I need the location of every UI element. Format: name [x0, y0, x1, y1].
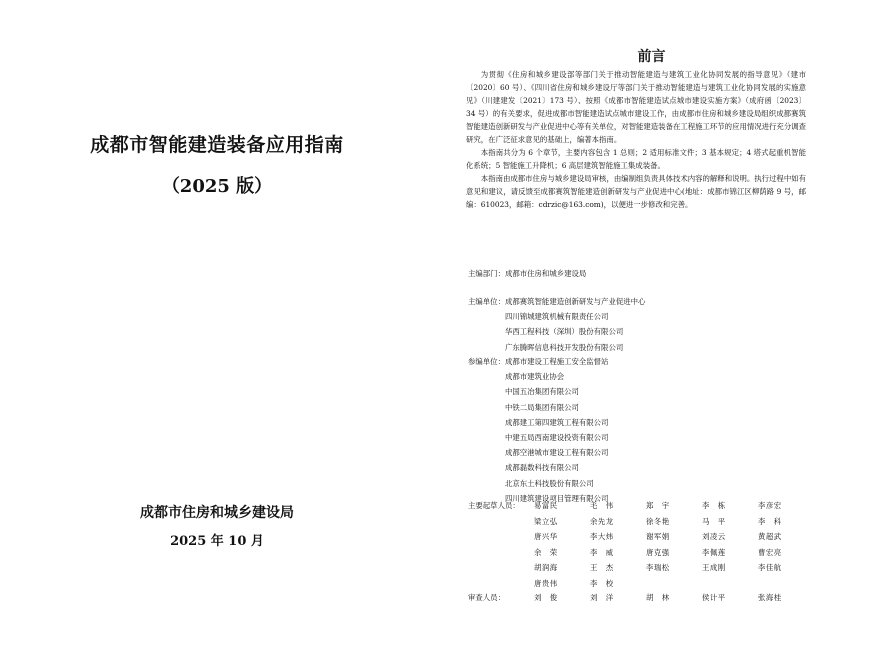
person-name: 黄超武 [758, 532, 782, 542]
chief-unit-item: 华西工程科技（深圳）股份有限公司 [504, 327, 624, 337]
person-name: 李 校 [590, 578, 614, 588]
participant-unit-item: 成都市建设工程施工安全监督站 [504, 357, 609, 366]
reviewers-grid [534, 592, 808, 603]
cover-publisher: 成都市住房和城乡建设局 [140, 505, 294, 521]
participant-unit-item: 北京东土科技股份有限公司 [504, 478, 594, 488]
participant-units-label: 参编单位： [468, 357, 505, 366]
person-name: 谢军娟 [646, 532, 670, 542]
drafters-block [468, 498, 838, 592]
cover-edition: （2025 版） [161, 176, 273, 197]
participant-unit-item: 中建五局西南建设投资有限公司 [504, 433, 609, 443]
chief-unit-item: 四川锦城建筑机械有限责任公司 [504, 312, 609, 322]
person-name: 王成刚 [702, 563, 726, 573]
editor-dept [468, 266, 828, 281]
participant-unit-item: 成都空港城市建设工程有限公司 [504, 448, 609, 458]
person-name: 郑 宇 [646, 501, 670, 510]
person-name: 李 威 [590, 547, 614, 557]
person-name: 唐克强 [646, 547, 670, 557]
cover-date: 2025 年 10 月 [170, 534, 264, 549]
person-name: 毛 伟 [590, 501, 614, 510]
person-name: 张海桂 [758, 593, 782, 602]
participant-unit-item: 成都磊数科技有限公司 [504, 463, 579, 473]
person-name: 李瑞松 [646, 563, 670, 573]
person-name: 徐冬艳 [646, 516, 670, 526]
person-name: 余先龙 [590, 516, 614, 526]
preface-paragraph: 本指南由成都市住房与城乡建设局审核，由编制组负责具体技术内容的解释和说明。执行过程中如有意见和建议，请反馈至成都赛筑智能建造创新研发与产业促进中心(地址：成都市锦江区柳荫路 9 号，邮编：610023，邮箱：cdrzic@163.com)，以便进一步修改和完善。 [466, 174, 806, 209]
preface-paragraph: 为贯彻《住房和城乡建设部等部门关于推动智能建造与建筑工业化协同发展的指导意见》（建市〔2020〕60 号）、《四川省住房和城乡建设厅等部门关于推动智能建造与建筑工业化协同发展的实施意见》（川建建发〔2021〕173 号）、按照《成都市智能建造试点城市建设实施方案》（成府函〔2023〕34 号）的有关要求，促进成都市智能建造试点城市建设工作，由成都市住房和城乡建设局组织成都赛筑智能建造创新研发与产业促进中心等有关单位，对智能建造装备在工程施工环节的应用情况进行充分调查研究，在广泛征求意见的基础上，编著本指南。 [466, 70, 806, 144]
person-name: 易富民 [534, 501, 558, 510]
person-name: 李佩莲 [702, 547, 726, 557]
person-name: 李 栋 [702, 501, 726, 510]
drafters-grid [534, 498, 808, 592]
person-name: 刘 俊 [534, 593, 558, 602]
person-name: 李 科 [758, 516, 782, 526]
person-name: 马 平 [702, 516, 726, 526]
preface-paragraph: 本指南共分为 6 个章节，主要内容包含 1 总则；2 适用标准文件；3 基本规定；4 塔式起重机智能化系统；5 智能施工升降机；6 高层建筑智能施工集成装备。 [466, 148, 806, 170]
participant-unit-item: 成都建工第四建筑工程有限公司 [504, 417, 609, 427]
person-name: 李彦宏 [758, 501, 782, 510]
person-name: 刘 洋 [590, 593, 614, 602]
participant-unit-item: 成都市建筑业协会 [504, 372, 565, 382]
person-name: 余 荣 [534, 547, 558, 557]
chief-units [468, 294, 828, 355]
chief-unit-item: 广东腾晖信息科技开发股份有限公司 [504, 342, 624, 352]
person-name: 胡润海 [534, 563, 558, 573]
person-name: 胡 林 [646, 593, 670, 602]
cover-page [0, 0, 434, 651]
participant-unit-item: 四川建筑建设项目管理有限公司 [504, 493, 609, 503]
reviewers-label: 审查人员： [468, 593, 505, 602]
person-name: 梁立弘 [534, 516, 558, 526]
preface-page [434, 0, 869, 651]
person-name: 唐贵伟 [534, 578, 558, 588]
person-name: 刘凌云 [702, 532, 726, 542]
person-name: 侯计平 [702, 593, 726, 602]
drafters-label: 主要起草人员： [468, 501, 520, 510]
reviewers-block [468, 592, 808, 603]
participant-unit-item: 中国五冶集团有限公司 [504, 387, 579, 397]
person-name: 唐兴华 [534, 532, 558, 542]
preface-body [466, 68, 806, 211]
chief-unit-item: 成都赛筑智能建造创新研发与产业促进中心 [504, 297, 646, 306]
chief-units-label: 主编单位： [468, 297, 505, 306]
person-name: 曹宏亮 [758, 547, 782, 557]
person-name: 李佳航 [758, 563, 782, 573]
editor-dept-label: 主编部门： [468, 269, 505, 278]
participant-unit-item: 中铁二局集团有限公司 [504, 402, 579, 412]
preface-title: 前言 [637, 49, 666, 65]
person-name: 王 杰 [590, 563, 614, 573]
editor-dept-value: 成都市住房和城乡建设局 [504, 269, 587, 278]
person-name: 李大炜 [590, 532, 614, 542]
cover-title: 成都市智能建造装备应用指南 [90, 134, 344, 156]
participant-units [468, 354, 828, 506]
